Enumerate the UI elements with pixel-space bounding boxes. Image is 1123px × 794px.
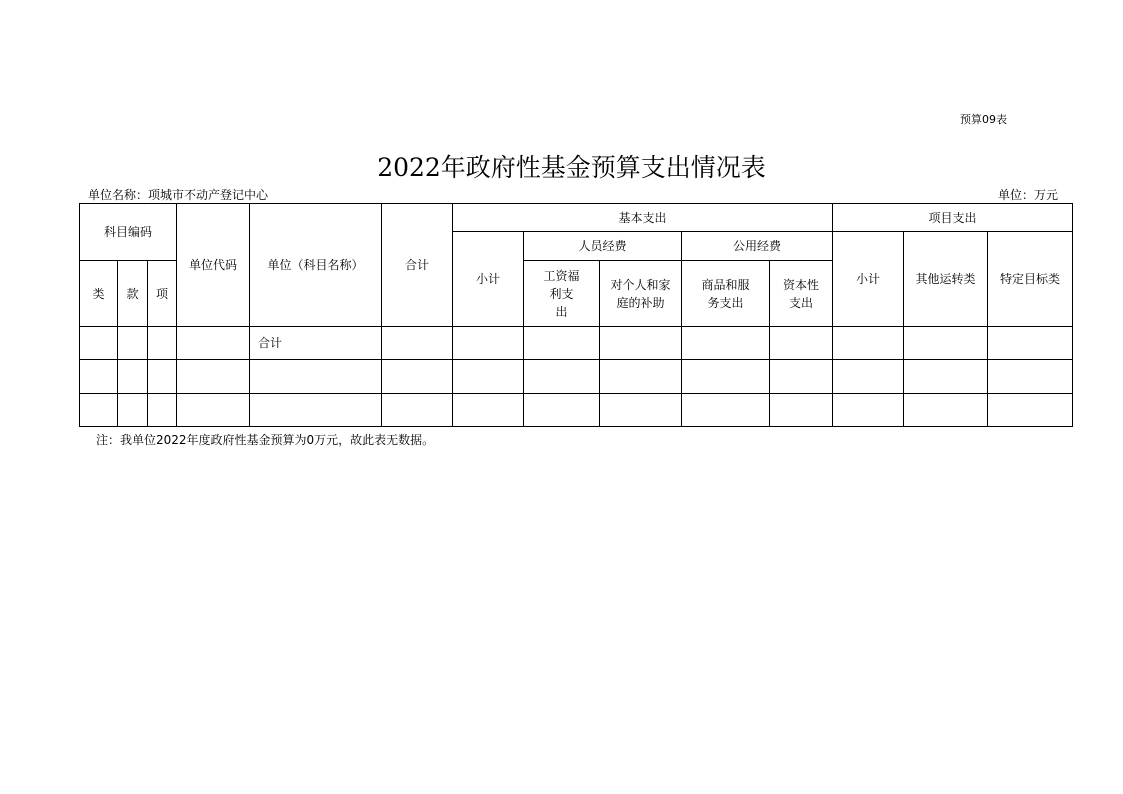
money-unit: 单位：万元 xyxy=(998,188,1059,202)
header-unit-subject-name: 单位（科目名称） xyxy=(250,204,382,327)
header-family-subsidy xyxy=(600,261,682,327)
table-cell xyxy=(988,327,1073,360)
header-capital-line-1: 资本性 xyxy=(782,277,819,292)
table-cell xyxy=(833,394,904,427)
table-cell xyxy=(988,360,1073,394)
header-salary-line-3: 出 xyxy=(555,304,568,319)
table-cell xyxy=(118,327,148,360)
table-cell xyxy=(453,394,524,427)
table-cell xyxy=(453,360,524,394)
header-family-line-2: 庭的补助 xyxy=(616,295,665,310)
table-cell xyxy=(682,360,770,394)
table-cell xyxy=(382,360,453,394)
table-row xyxy=(80,327,1073,360)
table-note: 注：我单位2022年度政府性基金预算为0万元，故此表无数据。 xyxy=(96,433,435,447)
table-cell xyxy=(904,360,988,394)
table-cell xyxy=(148,360,177,394)
header-basic-subtotal: 小计 xyxy=(453,232,524,327)
header-category-kuan: 款 xyxy=(118,261,148,327)
table-cell xyxy=(177,394,250,427)
table-cell xyxy=(524,394,600,427)
table-cell xyxy=(600,394,682,427)
header-personnel-funds: 人员经费 xyxy=(524,232,682,261)
table-cell xyxy=(833,327,904,360)
header-goods-line-1: 商品和服 xyxy=(701,277,750,292)
table-cell xyxy=(988,394,1073,427)
header-goods-line-2: 务支出 xyxy=(707,295,744,310)
table-cell xyxy=(904,394,988,427)
header-project-expenditure: 项目支出 xyxy=(833,204,1073,232)
table-row xyxy=(80,360,1073,394)
table-cell xyxy=(833,360,904,394)
header-family-line-1: 对个人和家 xyxy=(610,277,671,292)
header-unit-code: 单位代码 xyxy=(177,204,250,327)
page-title: 2022年政府性基金预算支出情况表 xyxy=(377,153,766,182)
table-cell xyxy=(118,360,148,394)
header-capital-line-2: 支出 xyxy=(788,295,813,310)
table-cell xyxy=(770,394,833,427)
header-salary-line-1: 工资福 xyxy=(543,268,580,283)
table-cell xyxy=(600,327,682,360)
table-row xyxy=(80,394,1073,427)
table-cell xyxy=(118,394,148,427)
header-specific-target: 特定目标类 xyxy=(988,232,1073,327)
table-cell xyxy=(80,327,118,360)
table-cell xyxy=(524,327,600,360)
table-cell xyxy=(382,327,453,360)
header-category-xiang: 项 xyxy=(148,261,177,327)
table-cell xyxy=(148,394,177,427)
header-public-funds: 公用经费 xyxy=(682,232,833,261)
table-cell xyxy=(177,327,250,360)
table-cell xyxy=(770,327,833,360)
header-goods-services xyxy=(682,261,770,327)
table-cell xyxy=(250,360,382,394)
table-cell xyxy=(250,394,382,427)
header-salary-line-2: 利支 xyxy=(549,286,574,301)
header-subject-code: 科目编码 xyxy=(80,204,177,261)
header-capital-expenditure xyxy=(770,261,833,327)
table-cell xyxy=(453,327,524,360)
table-cell xyxy=(682,327,770,360)
table-cell: 合计 xyxy=(250,327,382,360)
table-cell xyxy=(770,360,833,394)
header-total: 合计 xyxy=(382,204,453,327)
header-project-subtotal: 小计 xyxy=(833,232,904,327)
table-cell xyxy=(600,360,682,394)
form-number: 预算09表 xyxy=(960,113,1007,126)
header-category-lei: 类 xyxy=(80,261,118,327)
table-cell xyxy=(80,360,118,394)
unit-name: 单位名称：项城市不动产登记中心 xyxy=(88,188,269,202)
table-cell xyxy=(148,327,177,360)
table-cell xyxy=(682,394,770,427)
table-cell xyxy=(382,394,453,427)
header-salary-welfare xyxy=(524,261,600,327)
table-cell xyxy=(524,360,600,394)
header-basic-expenditure: 基本支出 xyxy=(453,204,833,232)
table-cell xyxy=(80,394,118,427)
table-cell xyxy=(177,360,250,394)
budget-table xyxy=(79,203,1073,427)
header-other-transfer: 其他运转类 xyxy=(904,232,988,327)
table-cell xyxy=(904,327,988,360)
